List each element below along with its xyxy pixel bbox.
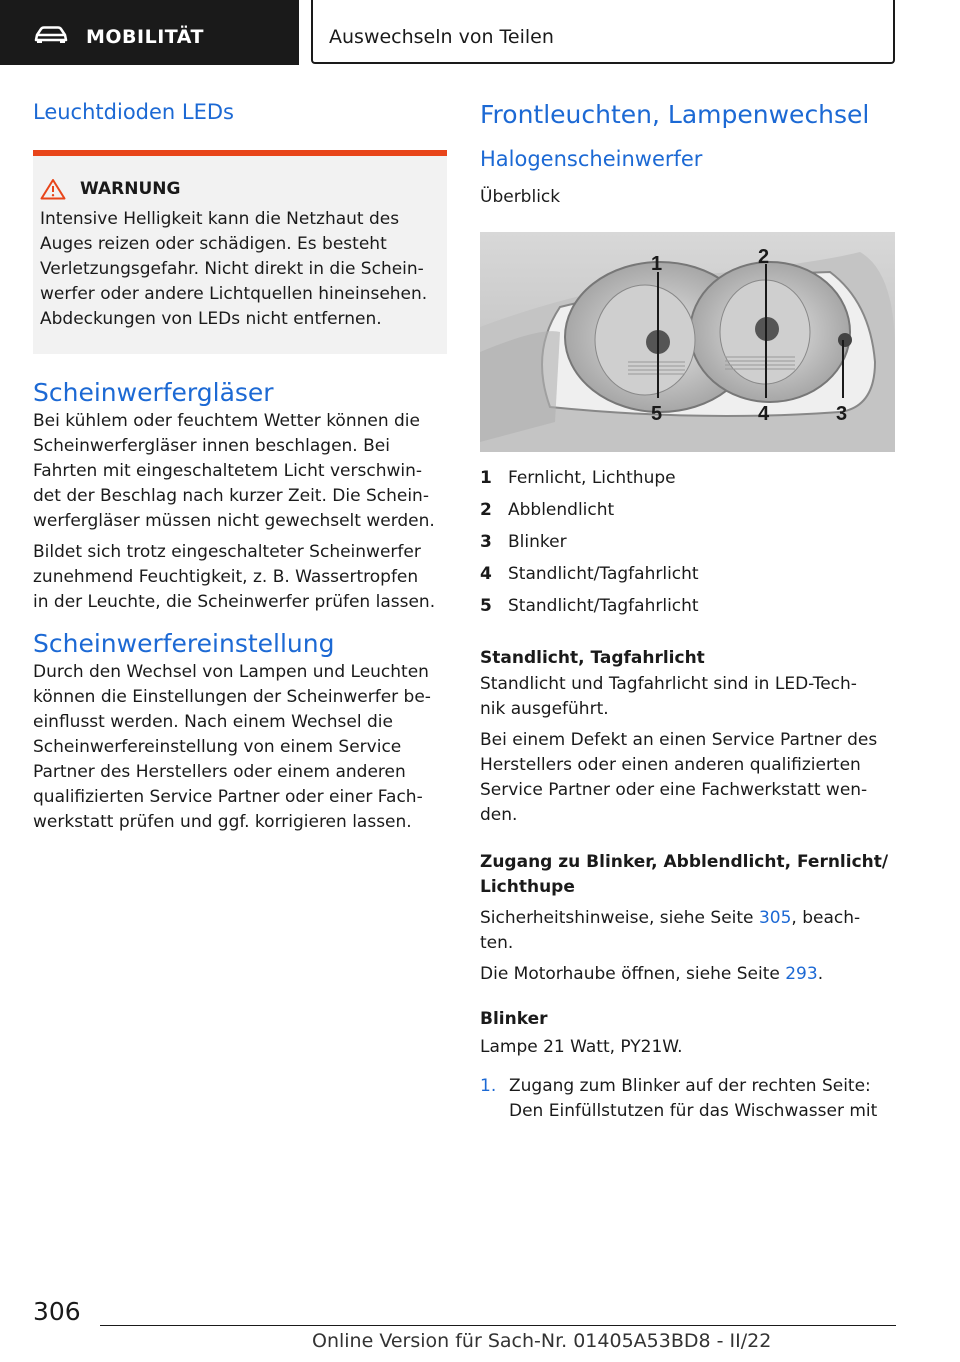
legend-item: 2 Abblendlicht	[480, 500, 615, 520]
photo-label-1: 1	[651, 253, 663, 275]
photo-label-5: 5	[651, 403, 663, 425]
section-tab	[0, 0, 299, 65]
blinker-paragraph: Lampe 21 Watt, PY21W.	[480, 1037, 683, 1057]
adjust-paragraph: Durch den Wechsel von Lampen und Leuchten können die Einstellungen der Scheinwerfer be- einflusst werden. Nach einem Wechsel die Scheinwerfereinstellung von einem Service Partner des Herstellers oder einem anderen qualifizierten Service Partner oder einer Fach- werkstatt prüfen und ggf. korrigieren lassen.	[33, 662, 431, 832]
step-number: 1.	[480, 1076, 497, 1096]
warning-title: WARNUNG	[80, 179, 181, 199]
glass-heading: Scheinwerfergläser	[33, 378, 274, 407]
blinker-heading: Blinker	[480, 1009, 548, 1029]
page-link-305[interactable]: 305	[758, 908, 792, 928]
page-number: 306	[33, 1297, 81, 1326]
right-column	[480, 100, 896, 1124]
standlicht-heading: Standlicht, Tagfahrlicht	[480, 648, 705, 668]
halogen-heading: Halogenscheinwerfer	[480, 147, 703, 171]
standlicht-paragraph-2: Bei einem Defekt an einen Service Partner des Herstellers oder einen anderen qualifizierten Service Partner oder eine Fachwerkstatt wen- den.	[480, 730, 878, 825]
footer-divider	[100, 1325, 896, 1326]
adjust-heading: Scheinwerfereinstellung	[33, 629, 335, 658]
glass-paragraph-2: Bildet sich trotz eingeschalteter Scheinwerfer zunehmend Feuchtigkeit, z. B. Wassertropfen in der Leuchte, die Scheinwerfer prüfen lassen.	[33, 542, 436, 612]
footer-online-version: Online Version für Sach-Nr. 01405A53BD8 - II/22	[312, 1330, 772, 1352]
hood-paragraph: Die Motorhaube öffnen, siehe Seite 293.	[480, 964, 824, 984]
legend-item: 1 Fernlicht, Lichthupe	[480, 468, 676, 488]
standlicht-paragraph-1: Standlicht und Tagfahrlicht sind in LED-Tech- nik ausgeführt.	[480, 674, 857, 719]
step-text: Zugang zum Blinker auf der rechten Seite: Den Einfüllstutzen für das Wischwasser mit	[509, 1076, 878, 1121]
lamp-change-heading: Frontleuchten, Lampenwechsel	[480, 100, 870, 129]
car-icon	[34, 26, 68, 44]
warning-text: Intensive Helligkeit kann die Netzhaut des Auges reizen oder schädigen. Es besteht Verletzungsgefahr. Nicht direkt in die Schein- werfer oder andere Lichtquellen hineinsehen. Abdeckungen von LEDs nicht entfernen.	[40, 209, 428, 329]
photo-label-2: 2	[758, 246, 770, 268]
left-column	[33, 100, 447, 835]
section-label: MOBILITÄT	[86, 26, 204, 48]
legend-item: 3 Blinker	[480, 532, 567, 552]
headlight-photo	[480, 232, 895, 452]
overview-label: Überblick	[480, 187, 561, 207]
led-heading: Leuchtdioden LEDs	[33, 100, 234, 124]
step-item	[480, 1074, 896, 1124]
page-link-293[interactable]: 293	[785, 964, 818, 984]
chapter-title: Auswechseln von Teilen	[329, 26, 554, 48]
chapter-header	[311, 0, 895, 64]
legend-list	[480, 462, 896, 622]
legend-item: 4 Standlicht/Tagfahrlicht	[480, 564, 699, 584]
warning-box	[33, 150, 447, 354]
glass-paragraph-1: Bei kühlem oder feuchtem Wetter können die Scheinwerfergläser innen beschlagen. Bei Fahrten mit eingeschaltetem Licht verschwin- det der Beschlag nach kurzer Zeit. Die Schein- werfergläser müssen nicht gewechselt werden.	[33, 411, 435, 531]
photo-label-3: 3	[836, 403, 848, 425]
safety-paragraph: Sicherheitshinweise, siehe Seite 305, beach- ten.	[480, 908, 861, 953]
access-heading: Zugang zu Blinker, Abblendlicht, Fernlicht/ Lichthupe	[480, 852, 889, 897]
warning-triangle-icon	[40, 178, 66, 200]
legend-item: 5 Standlicht/Tagfahrlicht	[480, 596, 699, 616]
photo-label-4: 4	[758, 403, 770, 425]
